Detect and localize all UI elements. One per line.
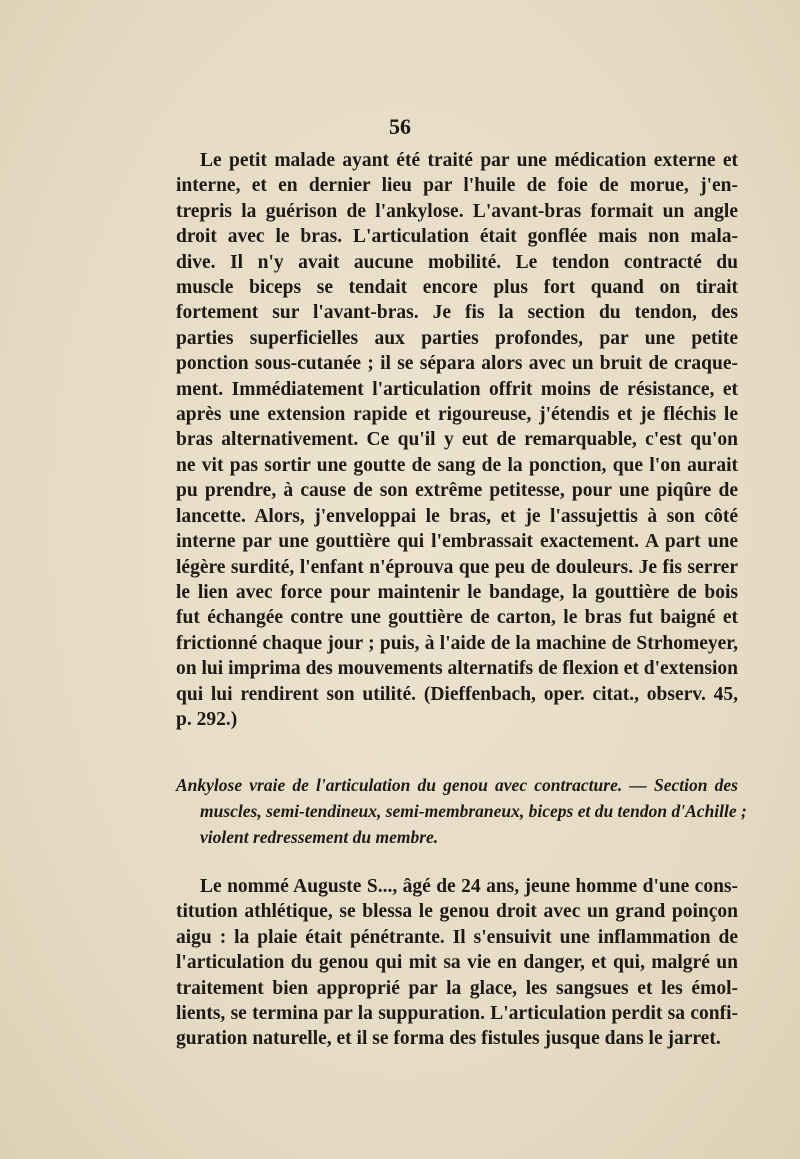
text-line: guration naturelle, et il se forma des fistules jusque dans le jarret. bbox=[176, 1028, 721, 1050]
text-line: titution athlétique, se blessa le genou droit avec un grand poinçon bbox=[176, 901, 738, 923]
text-line: dive. Il n'y avait aucune mobilité. Le tendon contracté du bbox=[176, 251, 738, 273]
text-line: Le petit malade ayant été traité par une médication externe et bbox=[200, 150, 738, 171]
text-line: l'articulation du genou qui mit sa vie en danger, et qui, malgré un bbox=[176, 952, 738, 974]
text-line: ment. Immédiatement l'articulation offrit moins de résistance, et bbox=[176, 378, 738, 400]
text-line: interne par une gouttière qui l'embrassait exactement. A part une bbox=[176, 531, 738, 553]
text-line: ponction sous-cutanée ; il se sépara alors avec un bruit de craque- bbox=[176, 353, 738, 375]
text-line: le lien avec force pour maintenir le bandage, la gouttière de bois bbox=[176, 581, 738, 603]
text-line: on lui imprima des mouvements alternatifs de flexion et d'extension bbox=[176, 658, 738, 680]
text-line: p. 292.) bbox=[176, 708, 238, 730]
text-line: Le nommé Auguste S..., âgé de 24 ans, jeune homme d'une cons- bbox=[200, 876, 738, 897]
text-line: frictionné chaque jour ; puis, à l'aide de la machine de Strhomeyer, bbox=[176, 632, 738, 654]
text-line: lients, se termina par la suppuration. L'articulation perdit sa confi- bbox=[176, 1003, 738, 1025]
text-line: droit avec le bras. L'articulation était gonflée mais non mala- bbox=[176, 226, 738, 248]
heading-line: violent redressement du membre. bbox=[200, 827, 439, 847]
text-line: après une extension rapide et rigoureuse, j'étendis et je fléchis le bbox=[176, 404, 738, 426]
section-heading bbox=[176, 772, 747, 850]
text-line: trepris la guérison de l'ankylose. L'avant-bras formait un angle bbox=[176, 200, 738, 222]
text-line: ne vit pas sortir une goutte de sang de la ponction, que l'on aurait bbox=[176, 454, 738, 476]
text-line: muscle biceps se tendait encore plus fort quand on tirait bbox=[176, 277, 738, 299]
text-line: lancette. Alors, j'enveloppai le bras, et je l'assujettis à son côté bbox=[176, 505, 738, 527]
text-line: aigu : la plaie était pénétrante. Il s'ensuivit une inflammation de bbox=[176, 926, 738, 948]
text-line: pu prendre, à cause de son extrême petitesse, pour une piqûre de bbox=[176, 480, 738, 502]
text-line: parties superficielles aux parties profondes, par une petite bbox=[176, 327, 738, 349]
heading-line: Ankylose vraie de l'articulation du genou avec contracture. — Section des bbox=[176, 775, 738, 795]
text-line: interne, et en dernier lieu par l'huile de foie de morue, j'en- bbox=[176, 175, 738, 197]
paragraph-case-arm bbox=[176, 148, 738, 732]
text-line: traitement bien approprié par la glace, les sangsues et les émol- bbox=[176, 977, 738, 999]
text-line: légère surdité, l'enfant n'éprouva que peu de douleurs. Je fis serrer bbox=[176, 556, 738, 578]
page-number: 56 bbox=[389, 114, 411, 139]
text-line: fortement sur l'avant-bras. Je fis la section du tendon, des bbox=[176, 302, 738, 324]
heading-line: muscles, semi-tendineux, semi-membraneux, biceps et du tendon d'Achille ; bbox=[200, 801, 747, 821]
paragraph-case-knee bbox=[176, 874, 738, 1052]
text-line: qui lui rendirent son utilité. (Dieffenbach, oper. citat., observ. 45, bbox=[176, 683, 738, 705]
text-line: bras alternativement. Ce qu'il y eut de remarquable, c'est qu'on bbox=[176, 429, 738, 451]
text-line: fut échangée contre une gouttière de carton, le bras fut baigné et bbox=[176, 607, 738, 629]
